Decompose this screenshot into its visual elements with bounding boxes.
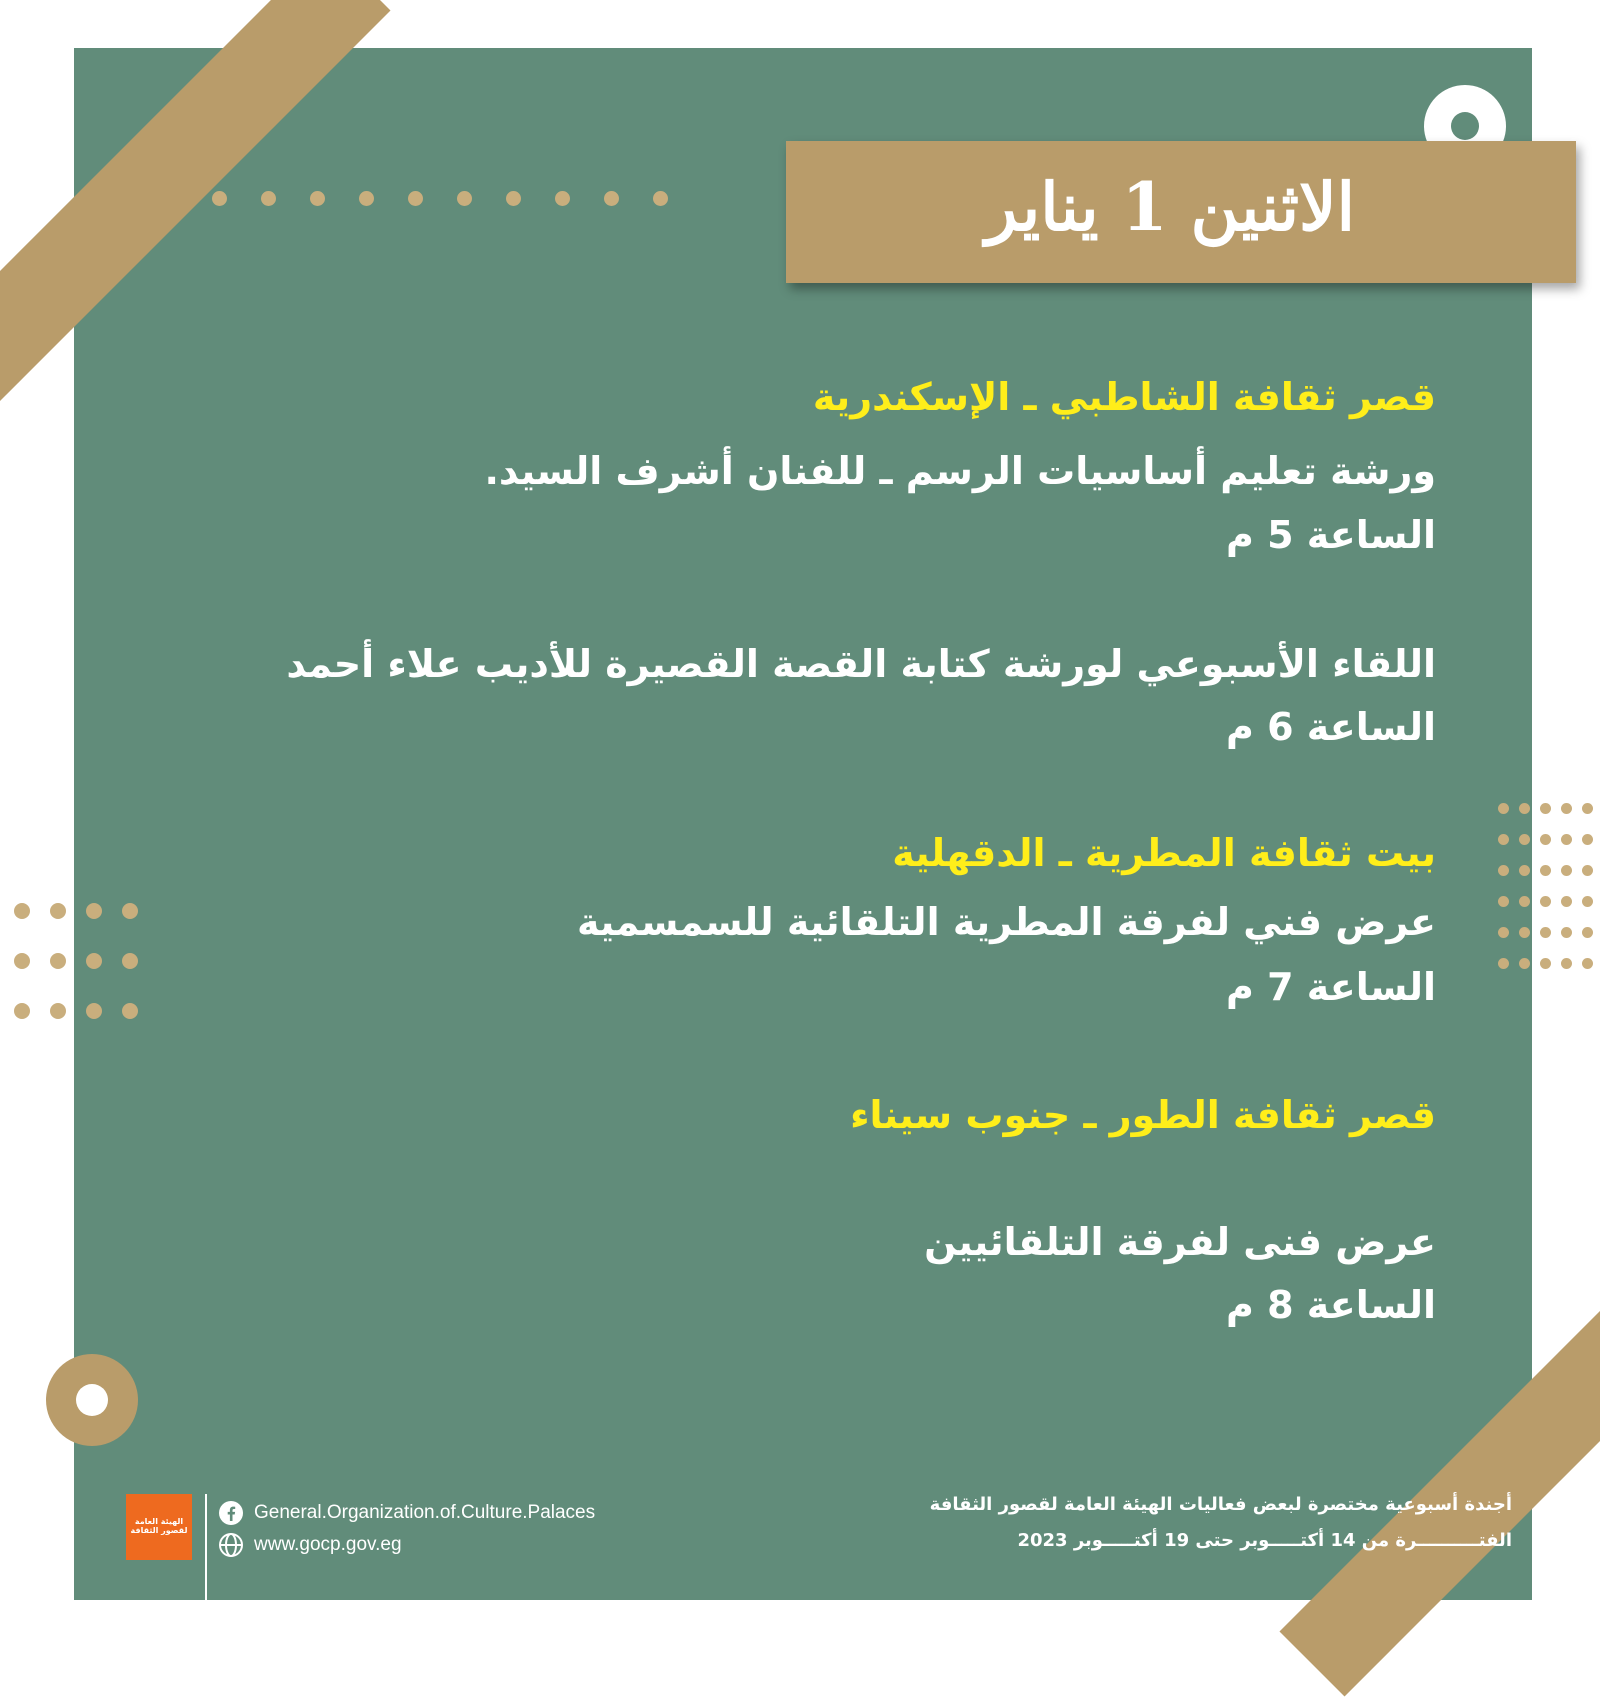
event-description: عرض فنى لفرقة التلقائيين — [924, 1220, 1436, 1264]
venue-title: قصر ثقافة الشاطبي ـ الإسكندرية — [812, 375, 1436, 419]
event-time: الساعة 8 م — [1225, 1283, 1436, 1327]
facebook-page-name: General.Organization.of.Culture.Palaces — [254, 1502, 596, 1523]
decorative-dots-row — [212, 191, 668, 206]
agenda-description: أجندة أسبوعية مختصرة لبعض فعاليات الهيئة العامة لقصور الثقافة — [929, 1494, 1512, 1515]
agenda-period: الفتــــــــــرة من 14 أكتـــــوبر حتى 19 أكتـــــوبر 2023 — [1017, 1530, 1512, 1551]
event-time: الساعة 7 م — [1225, 965, 1436, 1009]
venue-title: بيت ثقافة المطرية ـ الدقهلية — [892, 831, 1436, 875]
event-description: عرض فني لفرقة المطرية التلقائية للسمسمية — [576, 900, 1436, 944]
website-link[interactable] — [218, 1532, 402, 1558]
website-url: www.gocp.gov.eg — [254, 1534, 402, 1555]
decorative-dots-grid-right — [1498, 803, 1593, 969]
globe-icon — [218, 1532, 244, 1558]
date-title: الاثنين 1 يناير — [985, 168, 1355, 246]
decorative-dots-grid-left — [14, 903, 138, 1019]
decorative-ring-icon — [46, 1354, 138, 1446]
event-description: ورشة تعليم أساسيات الرسم ـ للفنان أشرف السيد. — [484, 449, 1436, 493]
footer-divider — [205, 1494, 207, 1600]
event-description: اللقاء الأسبوعي لورشة كتابة القصة القصيرة للأديب علاء أحمد — [286, 642, 1436, 686]
logo-text: الهيئة العامة لقصور الثقافة — [130, 1517, 188, 1535]
venue-title: قصر ثقافة الطور ـ جنوب سيناء — [850, 1093, 1436, 1137]
event-time: الساعة 6 م — [1225, 705, 1436, 749]
facebook-icon — [218, 1500, 244, 1526]
facebook-link[interactable] — [218, 1500, 595, 1526]
organization-logo — [126, 1494, 192, 1560]
event-time: الساعة 5 م — [1225, 513, 1436, 557]
agenda-footer — [930, 1496, 1512, 1550]
